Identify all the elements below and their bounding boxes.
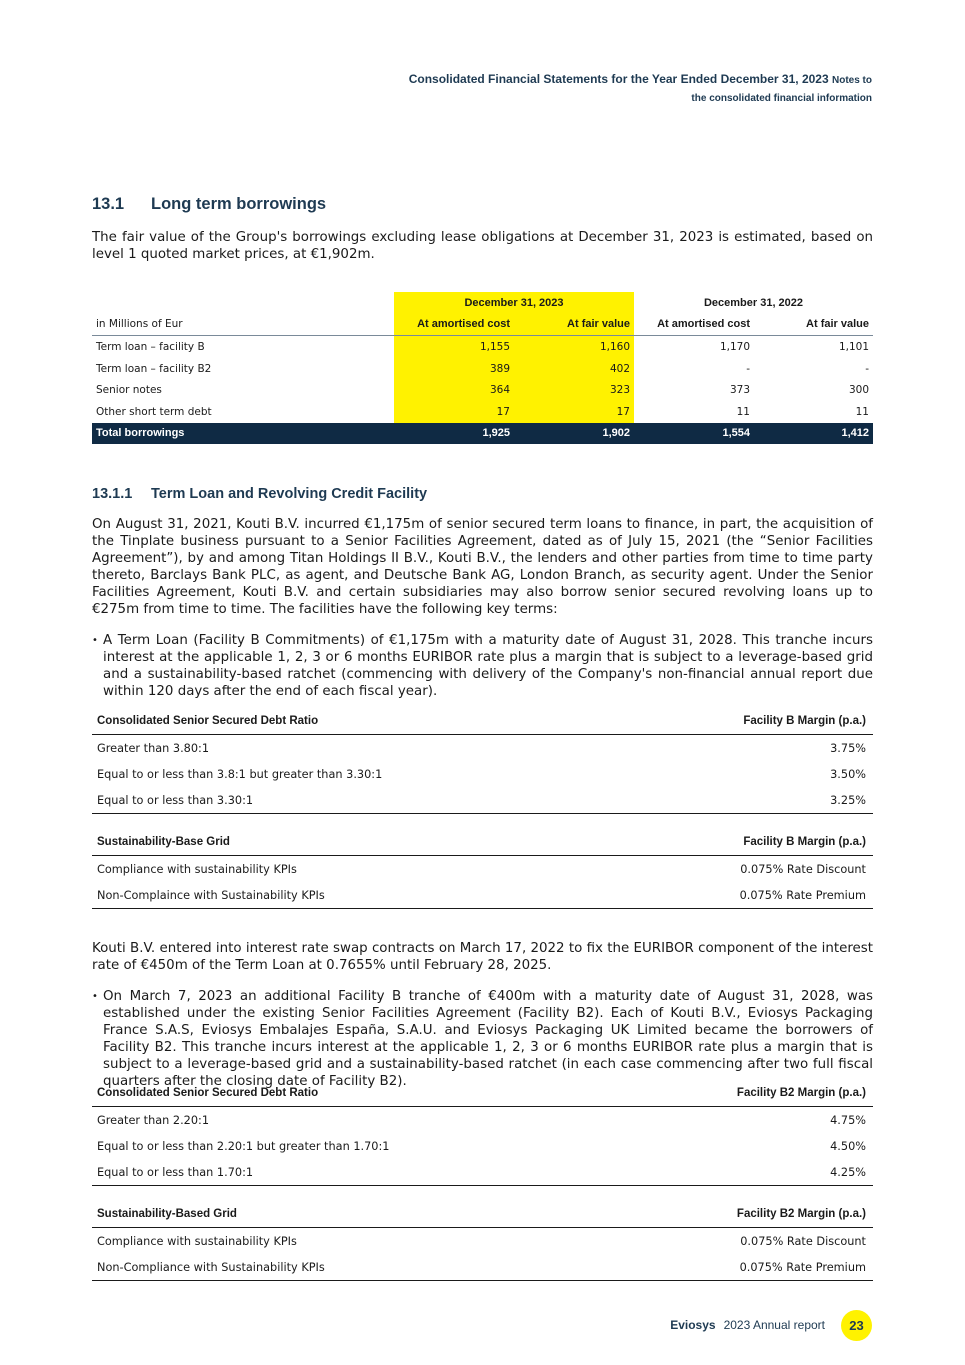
bullet-text: A Term Loan (Facility B Commitments) of €1,175m with a maturity date of August 31, 2028. This tranche incurs interest at the applicable 1, 2, 3 or 6 months EURIBOR rate plus a margin that is subject to a leverage-based grid and a sustainability-based ratchet (commencing with delivery of the Company's non-financial annual report due within 120 days after the end of each fiscal year). [103,633,873,699]
row-value: 4.25% [625,1159,873,1186]
table-row [92,1228,873,1255]
col-fair-2023: At fair value [514,314,634,336]
grid-header-margin: Facility B2 Margin (p.a.) [582,1201,873,1228]
row-value: 3.25% [628,787,873,814]
row-value: 0.075% Rate Premium [586,882,873,909]
grid-header-row [92,1201,873,1228]
grid-header-row [92,829,873,856]
grid-header-margin: Facility B Margin (p.a.) [586,829,873,856]
intro-paragraph: The fair value of the Group's borrowings excluding lease obligations at December 31, 2023 is estimated, based on level 1 quoted market prices, at €1,902m. [92,230,873,262]
total-row [92,423,873,445]
header-title-notes: Notes to [832,75,872,86]
grid-header-margin: Facility B2 Margin (p.a.) [625,1080,873,1107]
section-title: Long term borrowings [151,195,327,213]
section-heading-13-1-1 [92,486,427,502]
table-row [92,1133,873,1159]
facility-b2-margin-grid [92,1080,873,1186]
row-label: Equal to or less than 1.70:1 [92,1159,625,1186]
row-label: Non-Complaince with Sustainability KPIs [92,882,586,909]
page-number-badge: 23 [841,1310,872,1341]
section-number: 13.1.1 [92,486,133,502]
footer-brand: Eviosys [670,1318,716,1332]
col-amortised-2023: At amortised cost [394,314,514,336]
table-row [92,735,873,762]
table-row [92,1159,873,1186]
grid-header-row [92,708,873,735]
cell-value: 11 [855,405,869,418]
table-row [92,882,873,909]
bullet-item-2 [92,988,873,1090]
row-value: 4.75% [830,1113,866,1127]
grid-header-row [92,1080,873,1107]
row-label: Term loan – facility B [96,340,205,353]
row-value: 4.50% [830,1139,866,1153]
table-period-row [92,292,873,314]
row-label: Other short term debt [96,405,212,418]
body-paragraph-1: On August 31, 2021, Kouti B.V. incurred €1,175m of senior secured term loans to finance, in part, the acquisition of the Tinplate business pursuant to a Senior Facilities Agreement, dated as of July 15, 2021 (the “Senior Facilities Agreement”), by and among Titan Holdings II B.V., Kouti B.V., the lenders and other parties from time to time party thereto, Barclays Bank PLC, as agent, and Deutsche Bank AG, London Branch, as security agent. Under the Senior Facilities Agreement, Kouti B.V. and certain subsidiaries may also borrow senior secured revolving loans up to €275m from time to time. The facilities have the following key terms: [92,517,873,617]
table-row [92,358,873,380]
cell-value: - [746,362,750,375]
header-subtitle: the consolidated financial information [691,93,872,104]
facility-b-margin-grid [92,708,873,814]
bullet-item-1 [92,632,873,700]
row-label: Senior notes [96,384,162,397]
col-amortised-2022: At amortised cost [634,314,754,336]
cell-value: - [865,362,869,375]
body-paragraph-2: Kouti B.V. entered into interest rate swap contracts on March 17, 2022 to fix the EURIBOR component of the interest rate of €450m of the Term Loan at 0.7655% until February 28, 2025. [92,941,873,973]
table-row [92,761,873,787]
bullet-icon: • [92,991,98,1002]
row-label: Equal to or less than 3.8:1 but greater than 3.30:1 [97,767,383,781]
row-label: Greater than 2.20:1 [97,1113,210,1127]
row-label: Equal to or less than 3.30:1 [92,787,628,814]
cell-value: 373 [729,384,750,397]
period-2023: December 31, 2023 [394,292,634,314]
grid-header-margin: Facility B Margin (p.a.) [628,708,873,735]
row-label: Compliance with sustainability KPIs [97,1234,297,1248]
row-label: Non-Compliance with Sustainability KPIs [92,1254,582,1281]
table-row [92,1107,873,1134]
table-header-row [92,314,873,336]
table-row [92,336,873,358]
row-value: 0.075% Rate Discount [740,862,866,876]
grid-header-ratio: Consolidated Senior Secured Debt Ratio [92,708,628,735]
borrowings-table [92,292,873,444]
cell-value: 1,170 [719,340,750,353]
row-label: Compliance with sustainability KPIs [97,862,297,876]
table-row [92,379,873,401]
cell-value: 323 [514,379,634,401]
header-title-main: Consolidated Financial Statements for the Year Ended December 31, 2023 [408,72,829,86]
row-value: 0.075% Rate Premium [582,1254,873,1281]
row-value: 3.75% [830,741,866,755]
cell-value: 1,160 [514,336,634,358]
section-number: 13.1 [92,195,125,213]
header-title [409,72,872,86]
bullet-text: On March 7, 2023 an additional Facility B tranche of €400m with a maturity date of August 31, 2028, was established under the existing Senior Facilities Agreement (Facility B2). Each of Kouti B.V., Eviosys Packaging France S.A.S, Eviosys Embalajes España, S.A.U. and Eviosys Packaging UK Limited became the borrowers of Facility B2. This tranche incurs interest at the applicable 1, 2, 3 or 6 months EURIBOR rate plus a margin that is subject to a leverage-based grid and a sustainability-based ratchet (in each case commencing after two full fiscal quarters after the closing date of Facility B2). [103,989,873,1089]
table-row [92,856,873,883]
facility-b-sustainability-grid [92,829,873,909]
section-heading-13-1 [92,195,326,214]
grid-header-ratio: Consolidated Senior Secured Debt Ratio [92,1080,625,1107]
grid-header-sustainability: Sustainability-Based Grid [92,1201,582,1228]
facility-b2-sustainability-grid [92,1201,873,1281]
total-value: 1,412 [754,423,873,445]
total-value: 1,902 [514,423,634,445]
table-row [92,1254,873,1281]
cell-value: 11 [736,405,750,418]
row-label: Equal to or less than 2.20:1 but greater than 1.70:1 [97,1139,390,1153]
cell-value: 389 [394,358,514,380]
period-2022: December 31, 2022 [703,296,804,309]
total-label: Total borrowings [92,423,394,445]
cell-value: 300 [848,384,869,397]
cell-value: 402 [514,358,634,380]
section-title: Term Loan and Revolving Credit Facility [151,486,428,502]
bullet-icon: • [92,635,98,646]
total-value: 1,554 [634,423,754,445]
footer [670,1318,825,1332]
col-fair-2022: At fair value [754,314,873,336]
row-label: Greater than 3.80:1 [97,741,210,755]
cell-value: 17 [394,401,514,423]
cell-value: 1,101 [838,340,869,353]
table-row [92,401,873,423]
unit-label: in Millions of Eur [92,314,394,336]
cell-value: 364 [394,379,514,401]
cell-value: 1,155 [394,336,514,358]
table-row [92,787,873,814]
row-label: Term loan – facility B2 [96,362,212,375]
grid-header-sustainability: Sustainability-Base Grid [92,829,586,856]
total-value: 1,925 [394,423,514,445]
row-value: 0.075% Rate Discount [740,1234,866,1248]
cell-value: 17 [514,401,634,423]
footer-report: 2023 Annual report [723,1318,825,1332]
row-value: 3.50% [830,767,866,781]
